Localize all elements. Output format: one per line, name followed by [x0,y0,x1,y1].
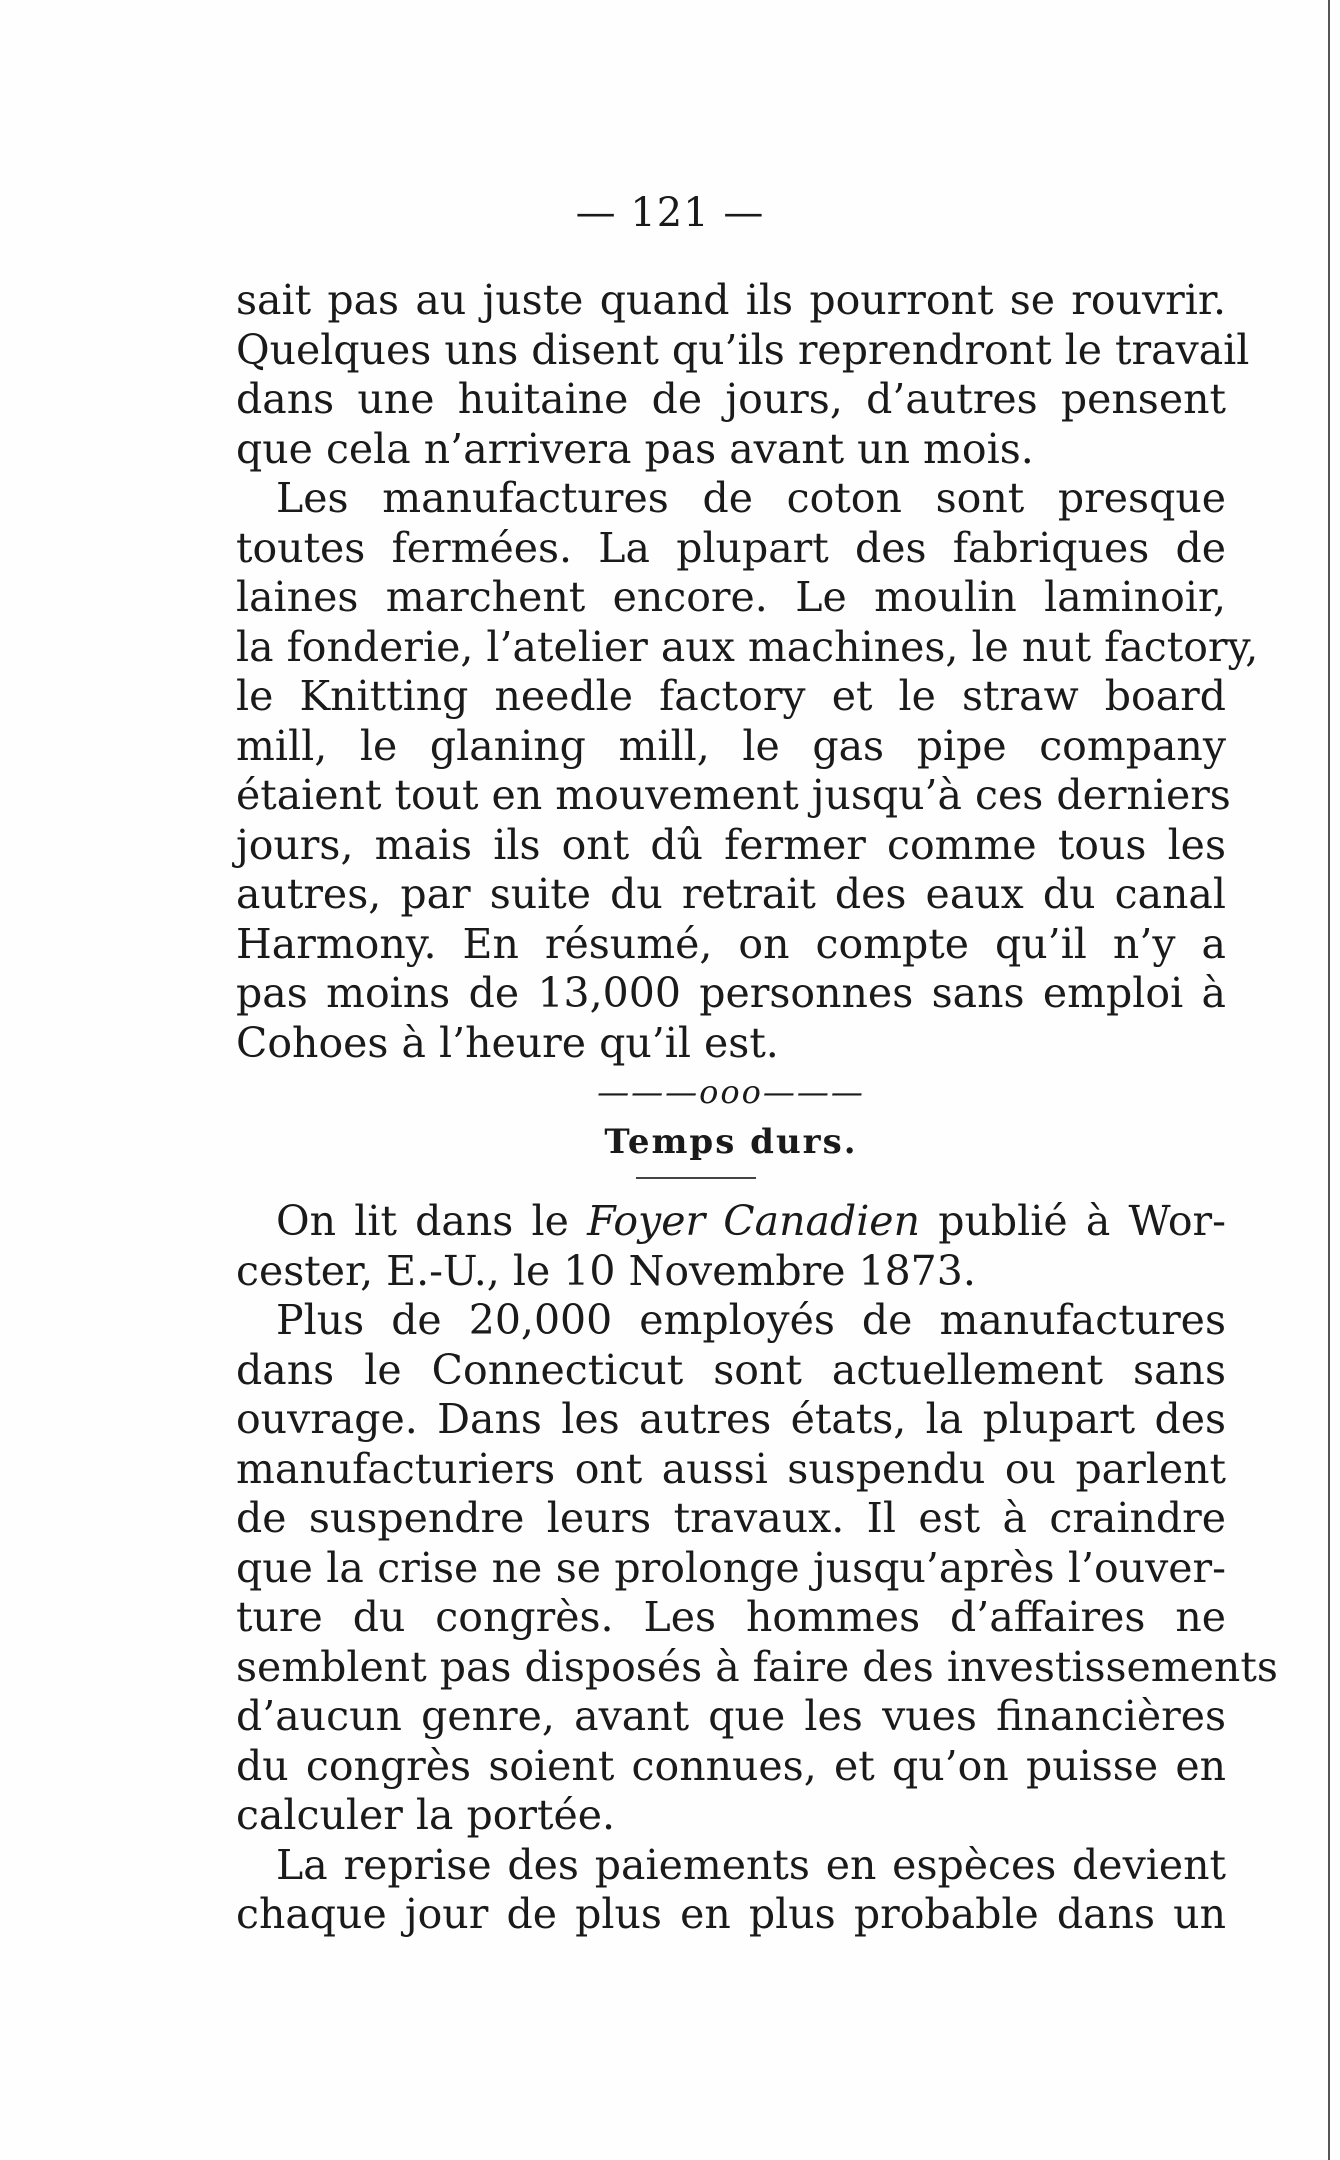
text-line: pas moins de 13,000 personnes sans emploi à [236,969,1226,1017]
section-title: Temps durs. [604,1121,858,1162]
paragraph-reprise [236,1841,1226,1940]
paragraph-connecticut [236,1296,1278,1841]
text-line-with-italic [236,1197,1226,1247]
text-line: jours, mais ils ont dû fermer comme tous les [236,820,1226,869]
text-line: Quelques uns disent qu’ils reprendront le travail [236,325,1250,374]
text-line: le Knitting needle factory et le straw board [236,672,1226,720]
page-edge-rule [1328,0,1330,2160]
text-line: toutes fermées. La plupart des fabriques de [236,523,1226,572]
text-line: d’aucun genre, avant que les vues financières [236,1692,1226,1740]
paragraph-foyer-canadien [236,1197,1226,1296]
text-line: Cohoes à l’heure qu’il est. [236,1018,779,1067]
publication-title: Foyer Canadien [587,1197,920,1245]
text-line: que la crise ne se prolonge jusqu’après l’ouver- [236,1543,1226,1592]
page-body [236,276,1278,1940]
text-line: sait pas au juste quand ils pourront se rouvrir. [236,276,1226,324]
text-line: semblent pas disposés à faire des investissements [236,1642,1278,1691]
text-line: calculer la portée. [236,1791,616,1839]
text-line: du congrès soient connues, et qu’on puisse en [236,1741,1226,1790]
text-line: chaque jour de plus en plus probable dans un [236,1890,1226,1938]
text-line: Harmony. En résumé, on compte qu’il n’y a [236,919,1226,968]
text-line: Les manufactures de coton sont presque [276,474,1226,522]
text-line: Plus de 20,000 employés de manufactures [276,1296,1226,1344]
text-line: la fonderie, l’atelier aux machines, le nut factory, [236,622,1259,671]
text-line: laines marchent encore. Le moulin laminoir, [236,573,1226,621]
text-line: que cela n’arrivera pas avant un mois. [236,424,1034,473]
title-underline [236,1167,1226,1197]
text-line: dans une huitaine de jours, d’autres pensent [236,375,1226,423]
paragraph-manufactures [236,474,1259,1068]
paragraph-continuation [236,276,1250,474]
text-line: ouvrage. Dans les autres états, la plupart des [236,1395,1226,1443]
page-number: — 121 — [575,190,765,236]
text-segment: On lit dans le [276,1197,588,1245]
text-line: ture du congrès. Les hommes d’affaires ne [236,1593,1226,1641]
text-line: mill, le glaning mill, le gas pipe company [236,721,1226,770]
text-line: étaient tout en mouvement jusqu’à ces derniers [236,771,1231,819]
text-line: de suspendre leurs travaux. Il est à craindre [236,1494,1226,1542]
text-line: cester, E.-U., le 10 Novembre 1873. [236,1246,976,1295]
text-line: dans le Connecticut sont actuellement sans [236,1345,1226,1394]
text-line: autres, par suite du retrait des eaux du canal [236,870,1226,918]
text-line: La reprise des paiements en espèces devient [276,1840,1226,1889]
section-separator: ———ooo——— [597,1073,865,1111]
text-line: manufacturiers ont aussi suspendu ou parlent [236,1444,1226,1493]
text-segment: publié à Wor- [919,1197,1226,1245]
